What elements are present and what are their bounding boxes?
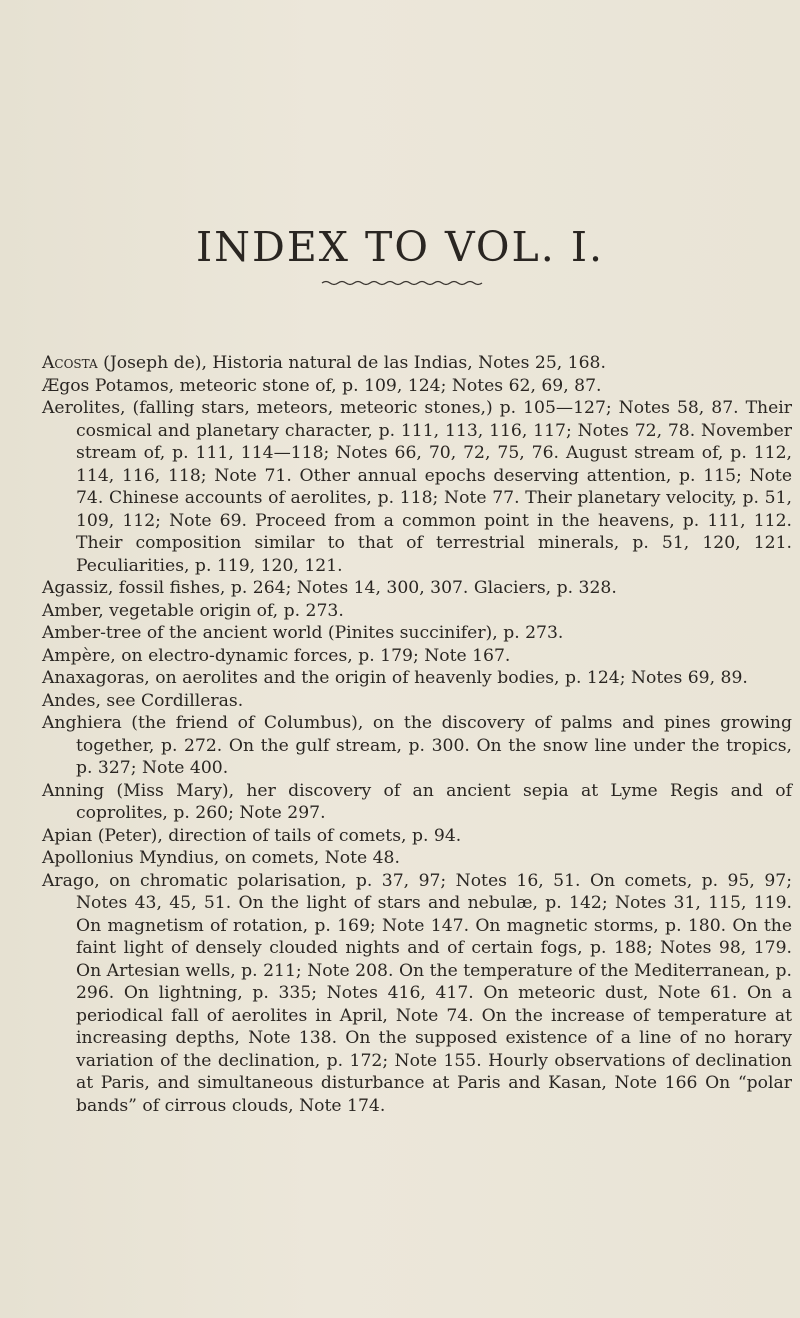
index-entry xyxy=(42,825,792,848)
index-entry xyxy=(42,622,792,645)
index-entry xyxy=(42,690,792,713)
index-entry xyxy=(42,352,792,375)
entry-text: Aerolites, (falling stars, meteors, meteoric stones,) p. 105—127; Notes 58, 87. Their cosmical and planetary character, p. 111, 113, 116, 117; Notes 72, 78. November stream of, p. 111, 114—118; Notes 66, 70, 72, 75, 76. August stream of, p. 112, 114, 116, 118; Note 71. Other annual epochs deserving attention, p. 115; Note 74. Chinese accounts of aerolites, p. 118; Note 77. Their planetary velocity, p. 51, 109, 112; Note 69. Proceed from a common point in the heavens, p. 111, 112. Their composition similar to that of terrestrial minerals, p. 51, 120, 121. Peculiarities, p. 119, 120, 121. xyxy=(42,398,792,576)
entry-text: (Joseph de), Historia natural de las Indias, Notes 25, 168. xyxy=(97,353,606,373)
index-entry xyxy=(42,577,792,600)
entry-text: Apian (Peter), direction of tails of comets, p. 94. xyxy=(42,825,462,846)
entry-text: Ampère, on electro-dynamic forces, p. 179; Note 167. xyxy=(42,645,511,666)
index-entries xyxy=(42,352,792,1117)
index-entry xyxy=(42,780,792,825)
page-title: INDEX TO VOL. I. xyxy=(195,223,605,272)
entry-text: Ægos Potamos, meteoric stone of, p. 109, 124; Notes 62, 69, 87. xyxy=(42,375,602,396)
index-entry xyxy=(42,667,792,690)
entry-text: Apollonius Myndius, on comets, Note 48. xyxy=(42,848,400,868)
entry-text: Amber, vegetable origin of, p. 273. xyxy=(42,600,344,621)
index-entry xyxy=(42,847,792,870)
decorative-rule xyxy=(320,278,488,288)
index-entry xyxy=(42,375,792,398)
entry-text: Amber-tree of the ancient world (Pinites succinifer), p. 273. xyxy=(42,623,564,643)
index-entry xyxy=(42,397,792,577)
entry-text: Andes, see Cordilleras. xyxy=(42,690,244,711)
index-entry xyxy=(42,600,792,623)
entry-text: Anghiera (the friend of Columbus), on the discovery of palms and pines growing together, p. 272. On the gulf stream, p. 300. On the snow line under the tropics, p. 327; Note 400. xyxy=(42,713,792,778)
entry-text: Arago, on chromatic polarisation, p. 37, 97; Notes 16, 51. On comets, p. 95, 97; Notes 43, 45, 51. On the light of stars and nebulæ, p. 142; Notes 31, 115, 119. On magnetism of rotation, p. 169; Note 147. On magnetic storms, p. 180. On the faint light of densely clouded nights and of certain fogs, p. 188; Notes 98, 179. On Artesian wells, p. 211; Note 208. On the temperature of the Mediterranean, p. 296. On lightning, p. 335; Notes 416, 417. On meteoric dust, Note 61. On a periodical fall of aerolites in April, Note 74. On the increase of temperature at increasing depths, Note 138. On the supposed existence of a line of no horary variation of the declination, p. 172; Note 155. Hourly observations of declination at Paris, and simultaneous disturbance at Paris and Kasan, Note 166 On “polar bands” of cirrous clouds, Note 174. xyxy=(42,870,792,1116)
entry-text: Anning (Miss Mary), her discovery of an ancient sepia at Lyme Regis and of coprolites, p. 260; Note 297. xyxy=(42,780,792,823)
entry-text: Anaxagoras, on aerolites and the origin of heavenly bodies, p. 124; Notes 69, 89. xyxy=(42,668,748,688)
entry-head: Acosta xyxy=(42,353,98,373)
index-entry xyxy=(42,870,792,1118)
entry-text: Agassiz, fossil fishes, p. 264; Notes 14, 300, 307. Glaciers, p. 328. xyxy=(42,578,617,598)
index-entry xyxy=(42,645,792,668)
index-entry xyxy=(42,712,792,780)
